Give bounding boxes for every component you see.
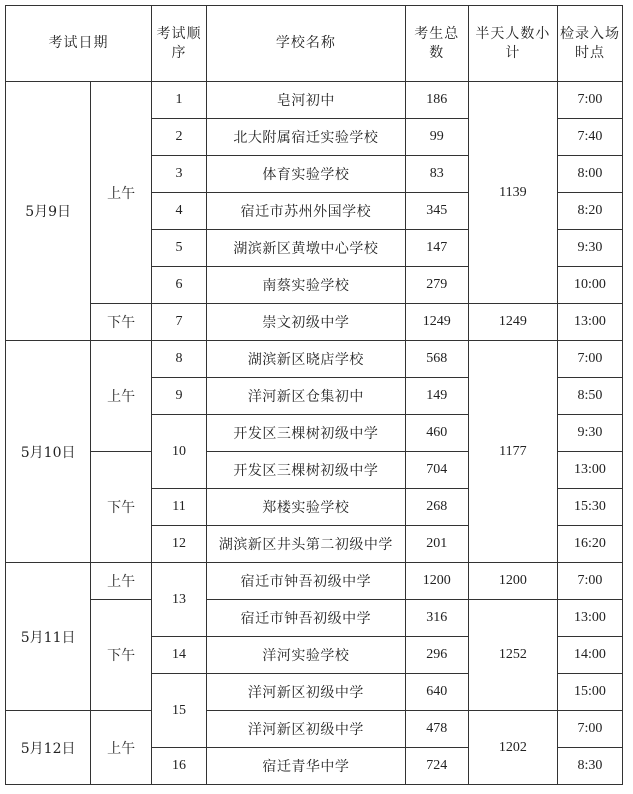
time-cell: 7:00 <box>558 82 623 119</box>
table-row <box>6 563 623 600</box>
subtotal-cell: 1177 <box>468 341 557 563</box>
half-day-cell: 上午 <box>91 563 152 600</box>
count-cell: 201 <box>405 526 468 563</box>
school-cell: 洋河新区初级中学 <box>206 674 405 711</box>
seq-cell: 2 <box>152 119 207 156</box>
school-cell: 宿迁市苏州外国学校 <box>206 193 405 230</box>
header-date: 考试日期 <box>6 6 152 82</box>
count-cell: 296 <box>405 637 468 674</box>
table-row <box>6 711 623 748</box>
seq-cell: 11 <box>152 489 207 526</box>
count-cell: 640 <box>405 674 468 711</box>
date-cell: 5月9日 <box>6 82 91 341</box>
date-cell: 5月11日 <box>6 563 91 711</box>
school-cell: 北大附属宿迁实验学校 <box>206 119 405 156</box>
time-cell: 10:00 <box>558 267 623 304</box>
seq-cell: 8 <box>152 341 207 378</box>
half-day-cell: 上午 <box>91 711 152 785</box>
count-cell: 704 <box>405 452 468 489</box>
count-cell: 460 <box>405 415 468 452</box>
time-cell: 8:50 <box>558 378 623 415</box>
seq-cell: 7 <box>152 304 207 341</box>
subtotal-cell: 1252 <box>468 600 557 711</box>
seq-cell: 13 <box>152 563 207 637</box>
school-cell: 洋河新区初级中学 <box>206 711 405 748</box>
count-cell: 186 <box>405 82 468 119</box>
count-cell: 1200 <box>405 563 468 600</box>
time-cell: 9:30 <box>558 415 623 452</box>
header-count: 考生总数 <box>405 6 468 82</box>
time-cell: 14:00 <box>558 637 623 674</box>
subtotal-cell: 1202 <box>468 711 557 785</box>
count-cell: 99 <box>405 119 468 156</box>
school-cell: 宿迁市钟吾初级中学 <box>206 600 405 637</box>
count-cell: 83 <box>405 156 468 193</box>
school-cell: 湖滨新区黄墩中心学校 <box>206 230 405 267</box>
count-cell: 147 <box>405 230 468 267</box>
school-cell: 开发区三棵树初级中学 <box>206 452 405 489</box>
time-cell: 7:00 <box>558 341 623 378</box>
school-cell: 皂河初中 <box>206 82 405 119</box>
table-row <box>6 341 623 378</box>
header-school: 学校名称 <box>206 6 405 82</box>
count-cell: 1249 <box>405 304 468 341</box>
time-cell: 9:30 <box>558 230 623 267</box>
time-cell: 7:40 <box>558 119 623 156</box>
seq-cell: 1 <box>152 82 207 119</box>
seq-cell: 15 <box>152 674 207 748</box>
time-cell: 8:30 <box>558 748 623 785</box>
table-row <box>6 82 623 119</box>
count-cell: 724 <box>405 748 468 785</box>
count-cell: 268 <box>405 489 468 526</box>
table-row <box>6 600 623 637</box>
time-cell: 13:00 <box>558 452 623 489</box>
school-cell: 洋河新区仓集初中 <box>206 378 405 415</box>
time-cell: 13:00 <box>558 304 623 341</box>
school-cell: 湖滨新区井头第二初级中学 <box>206 526 405 563</box>
school-cell: 南蔡实验学校 <box>206 267 405 304</box>
seq-cell: 4 <box>152 193 207 230</box>
count-cell: 316 <box>405 600 468 637</box>
half-day-cell: 下午 <box>91 452 152 563</box>
school-cell: 宿迁青华中学 <box>206 748 405 785</box>
subtotal-cell: 1249 <box>468 304 557 341</box>
table-row <box>6 304 623 341</box>
school-cell: 开发区三棵树初级中学 <box>206 415 405 452</box>
date-cell: 5月10日 <box>6 341 91 563</box>
subtotal-cell: 1200 <box>468 563 557 600</box>
seq-cell: 12 <box>152 526 207 563</box>
time-cell: 15:30 <box>558 489 623 526</box>
header-time: 检录入场时点 <box>558 6 623 82</box>
header-seq: 考试顺序 <box>152 6 207 82</box>
seq-cell: 6 <box>152 267 207 304</box>
time-cell: 13:00 <box>558 600 623 637</box>
count-cell: 149 <box>405 378 468 415</box>
seq-cell: 16 <box>152 748 207 785</box>
school-cell: 体育实验学校 <box>206 156 405 193</box>
count-cell: 478 <box>405 711 468 748</box>
half-day-cell: 上午 <box>91 82 152 304</box>
time-cell: 8:00 <box>558 156 623 193</box>
count-cell: 568 <box>405 341 468 378</box>
time-cell: 8:20 <box>558 193 623 230</box>
count-cell: 279 <box>405 267 468 304</box>
time-cell: 7:00 <box>558 711 623 748</box>
school-cell: 崇文初级中学 <box>206 304 405 341</box>
header-subtotal: 半天人数小计 <box>468 6 557 82</box>
half-day-cell: 上午 <box>91 341 152 452</box>
count-cell: 345 <box>405 193 468 230</box>
school-cell: 湖滨新区晓店学校 <box>206 341 405 378</box>
time-cell: 7:00 <box>558 563 623 600</box>
seq-cell: 5 <box>152 230 207 267</box>
seq-cell: 9 <box>152 378 207 415</box>
exam-schedule-table <box>5 5 623 785</box>
time-cell: 16:20 <box>558 526 623 563</box>
subtotal-cell: 1139 <box>468 82 557 304</box>
school-cell: 洋河实验学校 <box>206 637 405 674</box>
time-cell: 15:00 <box>558 674 623 711</box>
half-day-cell: 下午 <box>91 600 152 711</box>
seq-cell: 14 <box>152 637 207 674</box>
seq-cell: 3 <box>152 156 207 193</box>
date-cell: 5月12日 <box>6 711 91 785</box>
school-cell: 宿迁市钟吾初级中学 <box>206 563 405 600</box>
seq-cell: 10 <box>152 415 207 489</box>
half-day-cell: 下午 <box>91 304 152 341</box>
school-cell: 郑楼实验学校 <box>206 489 405 526</box>
header-row <box>6 6 623 82</box>
